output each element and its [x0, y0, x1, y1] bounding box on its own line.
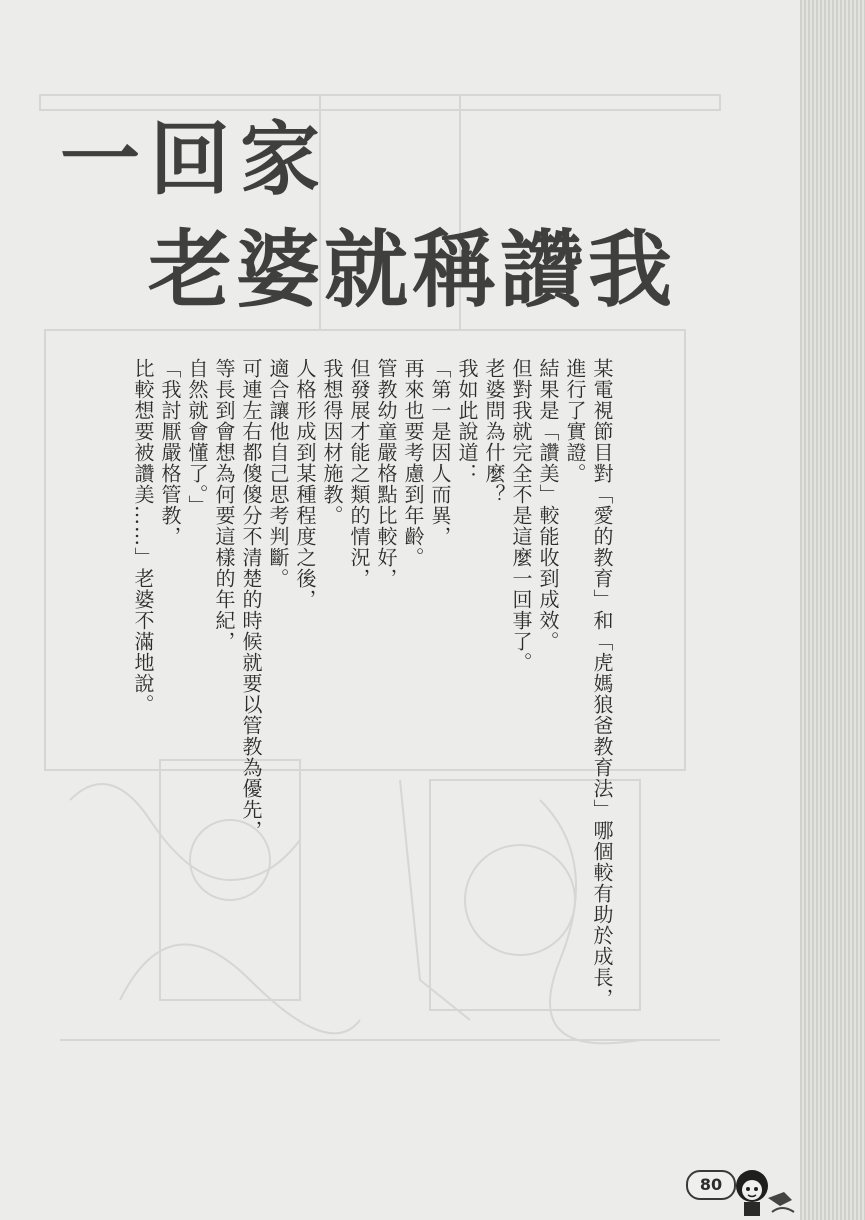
body-line: 某電視節目對「愛的教育」和「虎媽狼爸教育法」哪個較有助於成長，: [590, 358, 614, 1009]
body-line: 自然就會懂了。」: [185, 358, 209, 516]
page-number: 80: [686, 1170, 736, 1200]
cartoon-character-icon: [730, 1164, 796, 1220]
body-line: 老婆問為什麼？: [482, 358, 506, 505]
body-line: 「我討厭嚴格管教，: [158, 358, 182, 547]
title-line-1: 一回家: [60, 113, 330, 206]
title-line-2: 老婆就稱讚我: [148, 221, 677, 319]
body-line: 管教幼童嚴格點比較好，: [374, 358, 398, 589]
body-line: 人格形成到某種程度之後，: [293, 358, 317, 610]
body-line: 但發展才能之類的情況，: [347, 358, 371, 589]
page-footer: [686, 1170, 796, 1220]
body-line: 適合讓他自己思考判斷。: [266, 358, 290, 589]
body-line: 比較想要被讚美……」老婆不滿地說。: [131, 358, 155, 715]
vertical-body-text: [129, 358, 615, 1009]
body-line: 進行了實證。: [563, 358, 587, 484]
body-line: 我如此說道：: [455, 358, 479, 484]
body-line: 結果是「讚美」較能收到成效。: [536, 358, 560, 652]
body-line: 等長到會想為何要這樣的年紀，: [212, 358, 236, 652]
body-line: 可連左右都傻傻分不清楚的時候就要以管教為優先，: [239, 358, 263, 841]
body-line: 再來也要考慮到年齡。: [401, 358, 425, 568]
body-line: 但對我就完全不是這麼一回事了。: [509, 358, 533, 673]
body-line: 我想得因材施教。: [320, 358, 344, 526]
body-line: 「第一是因人而異，: [428, 358, 452, 547]
book-page-edges: [800, 0, 865, 1220]
